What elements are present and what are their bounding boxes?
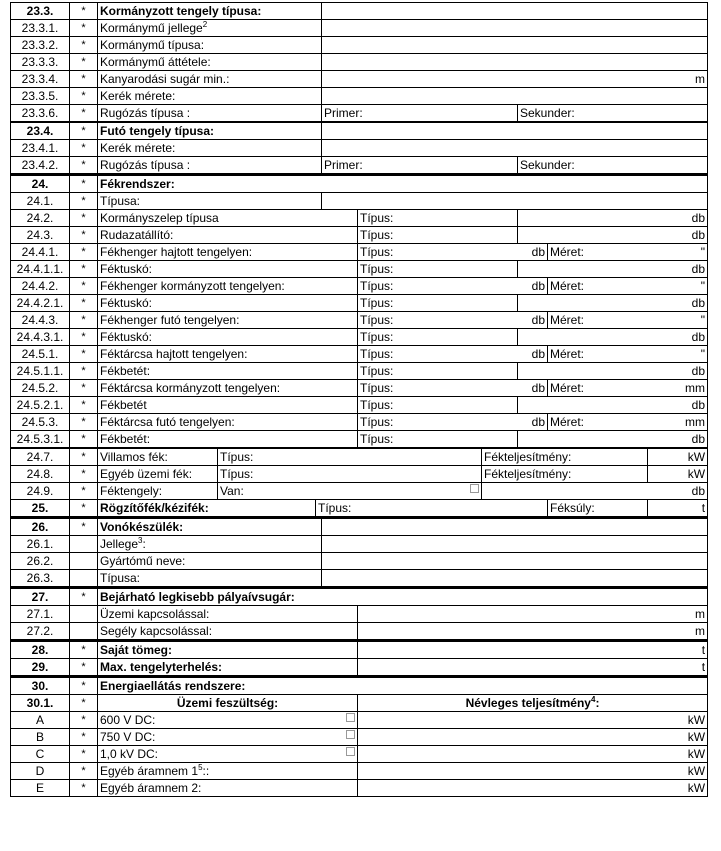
row-25: 25. * Rögzítőfék/kézifék: Típus: Féksúly: t (11, 500, 708, 518)
value-field[interactable] (322, 193, 708, 210)
voltage-checkbox[interactable] (346, 713, 355, 722)
meret-field[interactable]: Méret: " (548, 244, 708, 261)
row-26-1: 26.1. Jellege$^3$: (11, 536, 708, 553)
tipus-field[interactable]: Típus: (358, 210, 518, 227)
row-27-2: 27.2. Segély kapcsolással: m (11, 623, 708, 641)
row-24-4-2: 24.4.2. * Fékhenger kormányzott tengelyen: Típus: db Méret: " (11, 278, 708, 295)
tipus-field[interactable]: Típus: (358, 431, 518, 449)
row-28: 28. * Saját tömeg: t (11, 641, 708, 659)
van-checkbox[interactable] (470, 484, 479, 493)
spec-table (10, 2, 708, 797)
row-24-2: 24.2. * Kormányszelep típusa Típus: db (11, 210, 708, 227)
sekunder-field[interactable]: Sekunder: (518, 157, 708, 175)
primer-field[interactable]: Primer: (322, 157, 518, 175)
db-field[interactable]: db (518, 329, 708, 346)
brake-power-label: Fékteljesítmény: (482, 466, 648, 483)
value-field[interactable] (322, 122, 708, 140)
row-23-3-4: 23.3.4. * Kanyarodási sugár min.: m (11, 71, 708, 88)
value-field[interactable] (322, 536, 708, 553)
brake-weight-label: Féksúly: (548, 500, 648, 518)
value-field[interactable]: m (322, 71, 708, 88)
t-field[interactable]: t (648, 500, 708, 518)
row-24-4-1: 24.4.1. * Fékhenger hajtott tengelyen: Típus: db Méret: " (11, 244, 708, 261)
db-field[interactable]: db (518, 363, 708, 380)
row-24-5-1: 24.5.1. * Féktárcsa hajtott tengelyen: Típus: db Méret: " (11, 346, 708, 363)
kw-field[interactable]: kW (358, 729, 708, 746)
row-24-5-1-1: 24.5.1.1. * Fékbetét: Típus: db (11, 363, 708, 380)
db-field[interactable]: db (518, 397, 708, 414)
value-field[interactable]: m (358, 606, 708, 623)
value-field[interactable] (322, 3, 708, 20)
tipus-field[interactable]: Típus: (218, 448, 482, 466)
tipus-field[interactable]: Típus: (358, 363, 518, 380)
row-29: 29. * Max. tengelyterhelés: t (11, 659, 708, 677)
row-23-3-6: 23.3.6. * Rugózás típusa : Primer: Sekunder: (11, 105, 708, 123)
row-30-D: D * Egyéb áramnem $1^5$:: kW (11, 763, 708, 780)
sekunder-field[interactable]: Sekunder: (518, 105, 708, 123)
row-23-3-3: 23.3.3. * Kormánymű áttétele: (11, 54, 708, 71)
value-field[interactable] (322, 140, 708, 157)
row-30-B: B * 750 V DC: kW (11, 729, 708, 746)
row-24-4-1-1: 24.4.1.1. * Féktuskó: Típus: db (11, 261, 708, 278)
value-field[interactable] (322, 518, 708, 536)
van-field[interactable]: Van: (218, 483, 482, 500)
value-field[interactable] (322, 54, 708, 71)
meret-field[interactable]: Méret: mm (548, 380, 708, 397)
row-24-5-2: 24.5.2. * Féktárcsa kormányzott tengelyen: Típus: db Méret: mm (11, 380, 708, 397)
value-field[interactable] (322, 88, 708, 105)
tipus-field[interactable]: Típus: db (358, 312, 548, 329)
value-field[interactable]: t (358, 641, 708, 659)
row-27: 27. * Bejárható legkisebb pályaívsugár: (11, 588, 708, 606)
row-24-1: 24.1. * Típusa: (11, 193, 708, 210)
row-24-9: 24.9. * Féktengely: Van: db (11, 483, 708, 500)
row-24-4-3: 24.4.3. * Fékhenger futó tengelyen: Típus: db Méret: " (11, 312, 708, 329)
kw-field[interactable]: kW (648, 466, 708, 483)
kw-field[interactable]: kW (648, 448, 708, 466)
tipus-field[interactable]: Típus: (358, 227, 518, 244)
row-24-5-3-1: 24.5.3.1. * Fékbetét: Típus: db (11, 431, 708, 449)
meret-field[interactable]: Méret: " (548, 278, 708, 295)
meret-field[interactable]: Méret: mm (548, 414, 708, 431)
primer-field[interactable]: Primer: (322, 105, 518, 123)
row-26-2: 26.2. Gyártómű neve: (11, 553, 708, 570)
kw-field[interactable]: kW (358, 746, 708, 763)
tipus-field[interactable]: Típus: db (358, 278, 548, 295)
row-30-1: 30.1. * Üzemi feszültség: Névleges teljesítmény$^4$: (11, 695, 708, 712)
db-field[interactable]: db (482, 483, 708, 500)
row-23-3-5: 23.3.5. * Kerék mérete: (11, 88, 708, 105)
kw-field[interactable]: kW (358, 763, 708, 780)
row-24-5-3: 24.5.3. * Féktárcsa futó tengelyen: Típus: db Méret: mm (11, 414, 708, 431)
row-23-3-2: 23.3.2. * Kormánymű típusa: (11, 37, 708, 54)
row-26-3: 26.3. Típusa: (11, 570, 708, 588)
tipus-field[interactable]: Típus: (316, 500, 548, 518)
value-field[interactable] (322, 20, 708, 37)
row-23-3: 23.3. * Kormányzott tengely típusa: (11, 3, 708, 20)
value-field[interactable] (322, 570, 708, 588)
tipus-field[interactable]: Típus: (358, 261, 518, 278)
row-30-E: E * Egyéb áramnem 2: kW (11, 780, 708, 797)
row-30: 30. * Energiaellátás rendszere: (11, 677, 708, 695)
voltage-checkbox[interactable] (346, 730, 355, 739)
row-24-4-3-1: 24.4.3.1. * Féktuskó: Típus: db (11, 329, 708, 346)
column-header-voltage: Üzemi feszültség: (98, 695, 358, 712)
row-30-C: C * 1,0 kV DC: kW (11, 746, 708, 763)
row-23-4: 23.4. * Futó tengely típusa: (11, 122, 708, 140)
form-page (10, 2, 707, 797)
tipus-field[interactable]: Típus: db (358, 244, 548, 261)
meret-field[interactable]: Méret: " (548, 312, 708, 329)
row-24-3: 24.3. * Rudazatállító: Típus: db (11, 227, 708, 244)
kw-field[interactable]: kW (358, 712, 708, 729)
db-field[interactable]: db (518, 295, 708, 312)
tipus-field[interactable]: Típus: (218, 466, 482, 483)
row-24-5-2-1: 24.5.2.1. * Fékbetét Típus: db (11, 397, 708, 414)
kw-field[interactable]: kW (358, 780, 708, 797)
row-24-4-2-1: 24.4.2.1. * Féktuskó: Típus: db (11, 295, 708, 312)
db-field[interactable]: db (518, 210, 708, 227)
value-field[interactable]: m (358, 623, 708, 641)
value-field[interactable] (322, 553, 708, 570)
row-23-3-1: 23.3.1. * Kormánymű jellege$^2$ (11, 20, 708, 37)
db-field[interactable]: db (518, 431, 708, 449)
row-24-7: 24.7. * Villamos fék: Típus: Fékteljesítmény: kW (11, 448, 708, 466)
tipus-field[interactable]: Típus: (358, 397, 518, 414)
tipus-field[interactable]: Típus: (358, 295, 518, 312)
value-field[interactable]: t (358, 659, 708, 677)
tipus-field[interactable]: Típus: (358, 329, 518, 346)
tipus-field[interactable]: Típus: db (358, 346, 548, 363)
value-field[interactable] (322, 37, 708, 54)
db-field[interactable]: db (518, 227, 708, 244)
column-header-power: Névleges teljesítmény$^4$: (358, 695, 708, 712)
brake-power-label: Fékteljesítmény: (482, 448, 648, 466)
row-24-8: 24.8. * Egyéb üzemi fék: Típus: Fékteljesítmény: kW (11, 466, 708, 483)
row-23-4-1: 23.4.1. * Kerék mérete: (11, 140, 708, 157)
row-27-1: 27.1. Üzemi kapcsolással: m (11, 606, 708, 623)
row-30-A: A * 600 V DC: kW (11, 712, 708, 729)
tipus-field[interactable]: Típus: db (358, 414, 548, 431)
row-24: 24. * Fékrendszer: (11, 175, 708, 193)
row-23-4-2: 23.4.2. * Rugózás típusa : Primer: Sekunder: (11, 157, 708, 175)
voltage-checkbox[interactable] (346, 747, 355, 756)
db-field[interactable]: db (518, 261, 708, 278)
tipus-field[interactable]: Típus: db (358, 380, 548, 397)
meret-field[interactable]: Méret: " (548, 346, 708, 363)
row-26: 26. * Vonókészülék: (11, 518, 708, 536)
